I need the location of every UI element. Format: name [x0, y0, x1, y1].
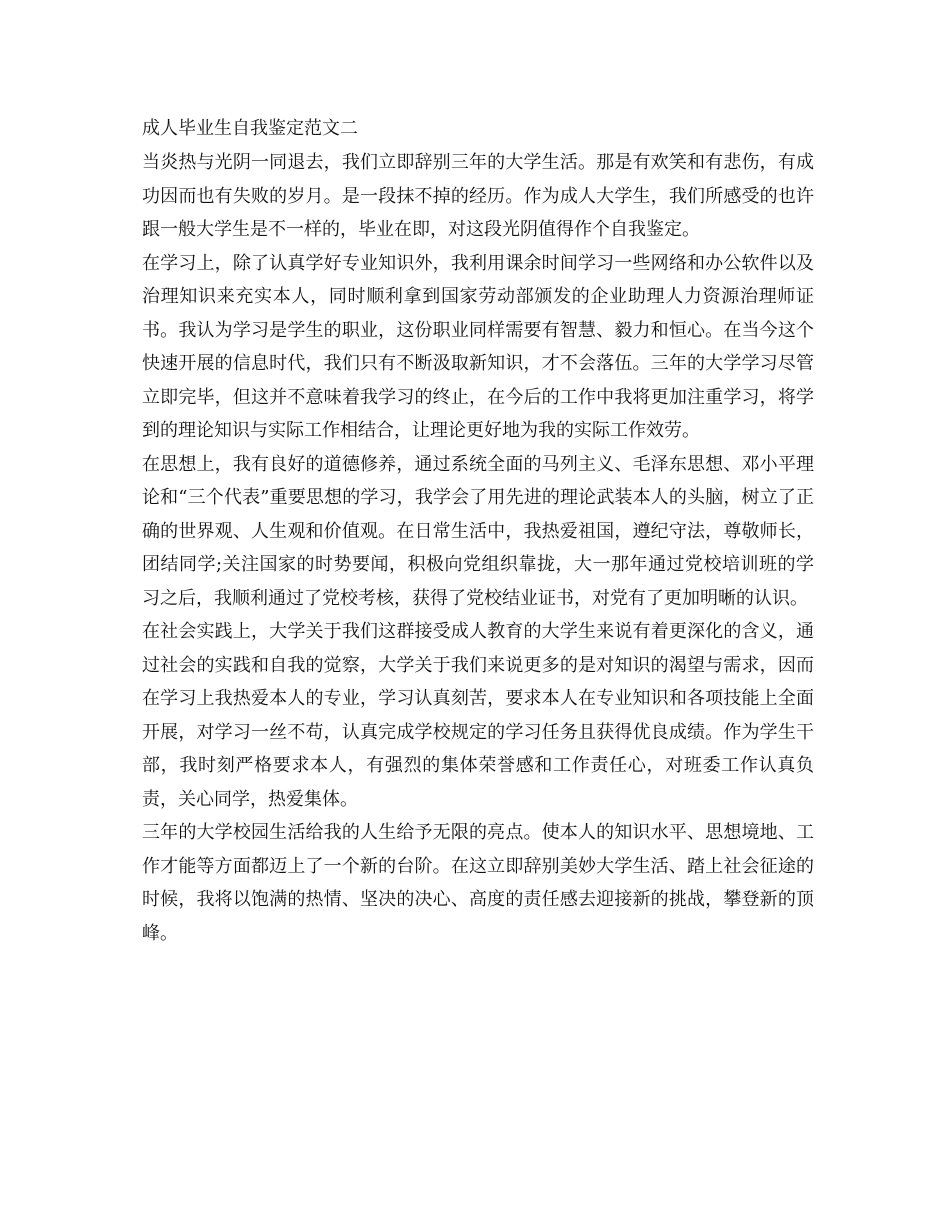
paragraph-practice: 在社会实践上，大学关于我们这群接受成人教育的大学生来说有着更深化的含义，通过社会的实践和自我的觉察，大学关于我们来说更多的是对知识的渴望与需求，因而在学习上我热爱本人的专业，学习认真刻苦，要求本人在专业知识和各项技能上全面开展，对学习一丝不苟，认真完成学校规定的学习任务且获得优良成绩。作为学生干部，我时刻严格要求本人，有强烈的集体荣誉感和工作责任心，对班委工作认真负责，关心同学，热爱集体。 [142, 621, 814, 810]
document-title: 成人毕业生自我鉴定范文二 [142, 118, 358, 139]
document-page [142, 112, 814, 950]
paragraph-ideology: 在思想上，我有良好的道德修养，通过系统全面的马列主义、毛泽东思想、邓小平理论和“三个代表”重要思想的学习，我学会了用先进的理论武装本人的头脑，树立了正确的世界观、人生观和价值观。在日常生活中，我热爱祖国，遵纪守法，尊敬师长，团结同学;关注国家的时势要闻，积极向党组织靠拢，大一那年通过党校培训班的学习之后，我顺利通过了党校考核，获得了党校结业证书，对党有了更加明晰的认识。 [142, 453, 814, 609]
paragraph-intro: 当炎热与光阴一同退去，我们立即辞别三年的大学生活。那是有欢笑和有悲伤，有成功因而也有失败的岁月。是一段抹不掉的经历。作为成人大学生，我们所感受的也许跟一般大学生是不一样的，毕业在即，对这段光阴值得作个自我鉴定。 [142, 152, 814, 240]
paragraph-study: 在学习上，除了认真学好专业知识外，我利用课余时间学习一些网络和办公软件以及治理知识来充实本人，同时顺利拿到国家劳动部颁发的企业助理人力资源治理师证书。我认为学习是学生的职业，这份职业同样需要有智慧、毅力和恒心。在当今这个快速开展的信息时代，我们只有不断汲取新知识，才不会落伍。三年的大学学习尽管立即完毕，但这并不意味着我学习的终止，在今后的工作中我将更加注重学习，将学到的理论知识与实际工作相结合，让理论更好地为我的实际工作效劳。 [142, 252, 814, 441]
paragraph-conclusion: 三年的大学校园生活给我的人生给予无限的亮点。使本人的知识水平、思想境地、工作才能等方面都迈上了一个新的台阶。在这立即辞别美妙大学生活、踏上社会征途的时候，我将以饱满的热情、坚决的决心、高度的责任感去迎接新的挑战，攀登新的顶峰。 [142, 822, 814, 944]
